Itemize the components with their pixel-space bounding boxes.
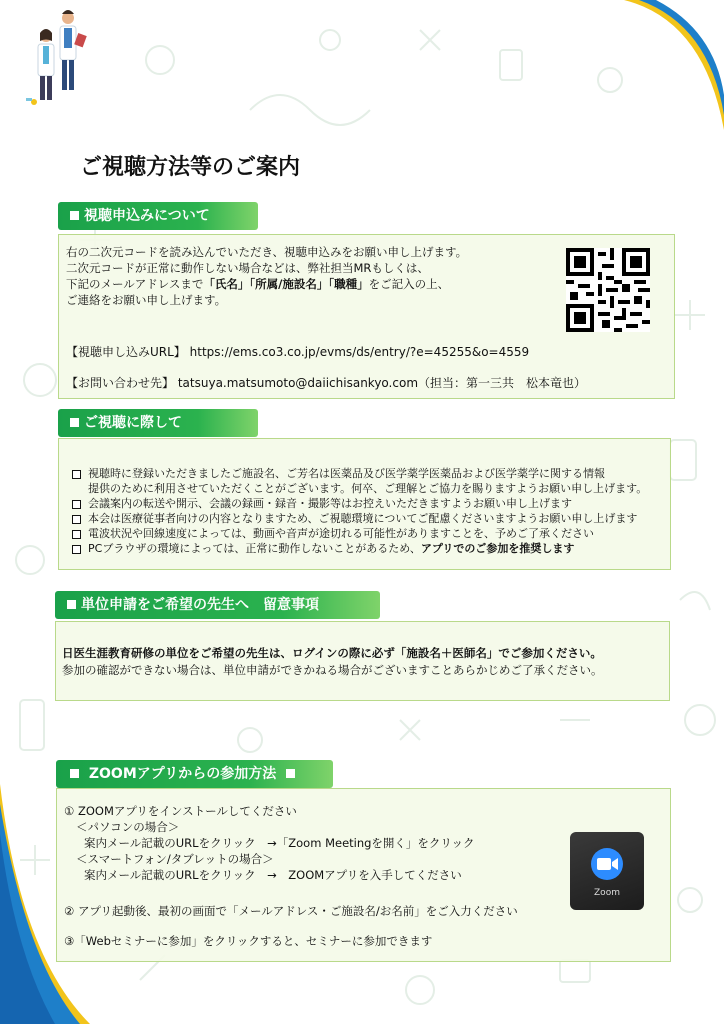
page-title: ご視聴方法等のご案内 <box>80 155 301 180</box>
zoom-pc-instruction: 案内メール記載のURLをクリック →「Zoom Meetingを開く」をクリック <box>84 836 475 850</box>
section-apply-title: 視聴申込みについて <box>84 208 210 224</box>
checkbox-bullet-icon <box>72 545 81 554</box>
apply-url-label: 【視聴申し込みURL】 <box>66 345 186 359</box>
note-4: 電波状況や回線速度によっては、動画や音声が途切れる可能性がありますことを、予めご了承ください <box>88 527 594 540</box>
note-1-cont: 提供のために利用させていただくことがございます。何卒、ご理解とご協力を賜りますようお願い申し上げます。 <box>88 482 648 495</box>
zoom-mobile-instruction: 案内メール記載のURLをクリック → ZOOMアプリを入手してください <box>84 868 462 882</box>
apply-text <box>66 244 467 308</box>
doctors-illustration <box>22 6 92 106</box>
square-bullet-icon <box>70 211 79 220</box>
section-credit-title: 単位申請をご希望の先生へ 留意事項 <box>81 597 319 613</box>
list-item <box>68 526 647 541</box>
top-right-corner-decoration <box>584 0 724 160</box>
checkbox-bullet-icon <box>72 530 81 539</box>
zoom-step-1: ① ZOOMアプリをインストールしてください <box>64 804 297 818</box>
note-3: 本会は医療従事者向けの内容となりますため、ご視聴環境についてご配慮くださいますようお願い申し上げます <box>88 512 638 525</box>
section-zoom-header <box>56 760 333 788</box>
viewing-notes-list <box>68 466 647 556</box>
section-viewing-header <box>58 409 258 437</box>
section-zoom-title: ZOOMアプリからの参加方法 <box>88 766 277 782</box>
apply-line-2: 二次元コードが正常に動作しない場合などは、弊社担当MRもしくは、 <box>66 261 429 275</box>
zoom-pc-heading: ＜パソコンの場合＞ <box>76 820 180 834</box>
qr-code <box>566 248 650 332</box>
section-credit-box <box>55 621 670 701</box>
required-fields: 「氏名」「所属/施設名」「職種」 <box>203 277 369 291</box>
section-apply-header <box>58 202 258 230</box>
section-viewing-title: ご視聴に際して <box>84 415 182 431</box>
list-item <box>68 466 647 481</box>
zoom-step-3: ③「Webセミナーに参加」をクリックすると、セミナーに参加できます <box>64 934 433 948</box>
apply-line-3c: をご記入の上、 <box>368 277 450 291</box>
square-bullet-icon <box>70 769 79 778</box>
note-2: 会議案内の転送や開示、会議の録画・録音・撮影等はお控えいただきますようお願い申し上げます <box>88 497 572 510</box>
apply-url-link[interactable]: https://ems.co3.co.jp/evms/ds/entry/?e=45255&o=4559 <box>189 345 530 359</box>
apply-line-4: ご連絡をお願い申し上げます。 <box>66 293 227 307</box>
credit-line-2: 参加の確認ができない場合は、単位申請ができかねる場合がございますことあらかじめご了承ください。 <box>62 663 603 677</box>
apply-url-line <box>66 344 529 360</box>
checkbox-bullet-icon <box>72 500 81 509</box>
zoom-app-icon <box>570 832 644 910</box>
checkbox-bullet-icon <box>72 470 81 479</box>
apply-line-3 <box>66 276 467 292</box>
note-5-bold: アプリでのご参加を推奨します <box>420 542 575 555</box>
contact-email[interactable]: tatsuya.matsumoto@daiichisankyo.com（担当：第一三共 松本竜也） <box>177 376 587 390</box>
zoom-app-label: Zoom <box>594 888 620 898</box>
square-bullet-icon <box>70 418 79 427</box>
list-item <box>68 481 647 496</box>
list-item <box>68 511 647 526</box>
credit-line-1: 日医生涯教育研修の単位をご希望の先生は、ログインの際に必ず「施設名＋医師名」でご参加ください。 <box>62 646 602 660</box>
note-5: PCブラウザの環境によっては、正常に動作しないことがあるため、 <box>88 542 421 555</box>
section-credit-header <box>55 591 380 619</box>
note-1: 視聴時に登録いただきましたご施設名、ご芳名は医薬品及び医学薬学医薬品および医学薬学に関する情報 <box>88 467 605 480</box>
checkbox-bullet-icon <box>72 515 81 524</box>
apply-line-1: 右の二次元コードを読み込んでいただき、視聴申込みをお願い申し上げます。 <box>66 245 468 259</box>
zoom-step-2: ② アプリ起動後、最初の画面で「メールアドレス・ご施設名/お名前」をご入力ください <box>64 904 518 918</box>
apply-line-3a: 下記のメールアドレスまで <box>66 277 204 291</box>
list-item <box>68 496 647 511</box>
square-bullet-icon <box>67 600 76 609</box>
contact-line <box>66 375 586 391</box>
contact-label: 【お問い合わせ先】 <box>66 376 175 390</box>
square-bullet-icon <box>286 769 295 778</box>
list-item <box>68 541 647 556</box>
zoom-camera-icon <box>570 832 644 888</box>
zoom-mobile-heading: ＜スマートフォン/タブレットの場合＞ <box>76 852 274 866</box>
